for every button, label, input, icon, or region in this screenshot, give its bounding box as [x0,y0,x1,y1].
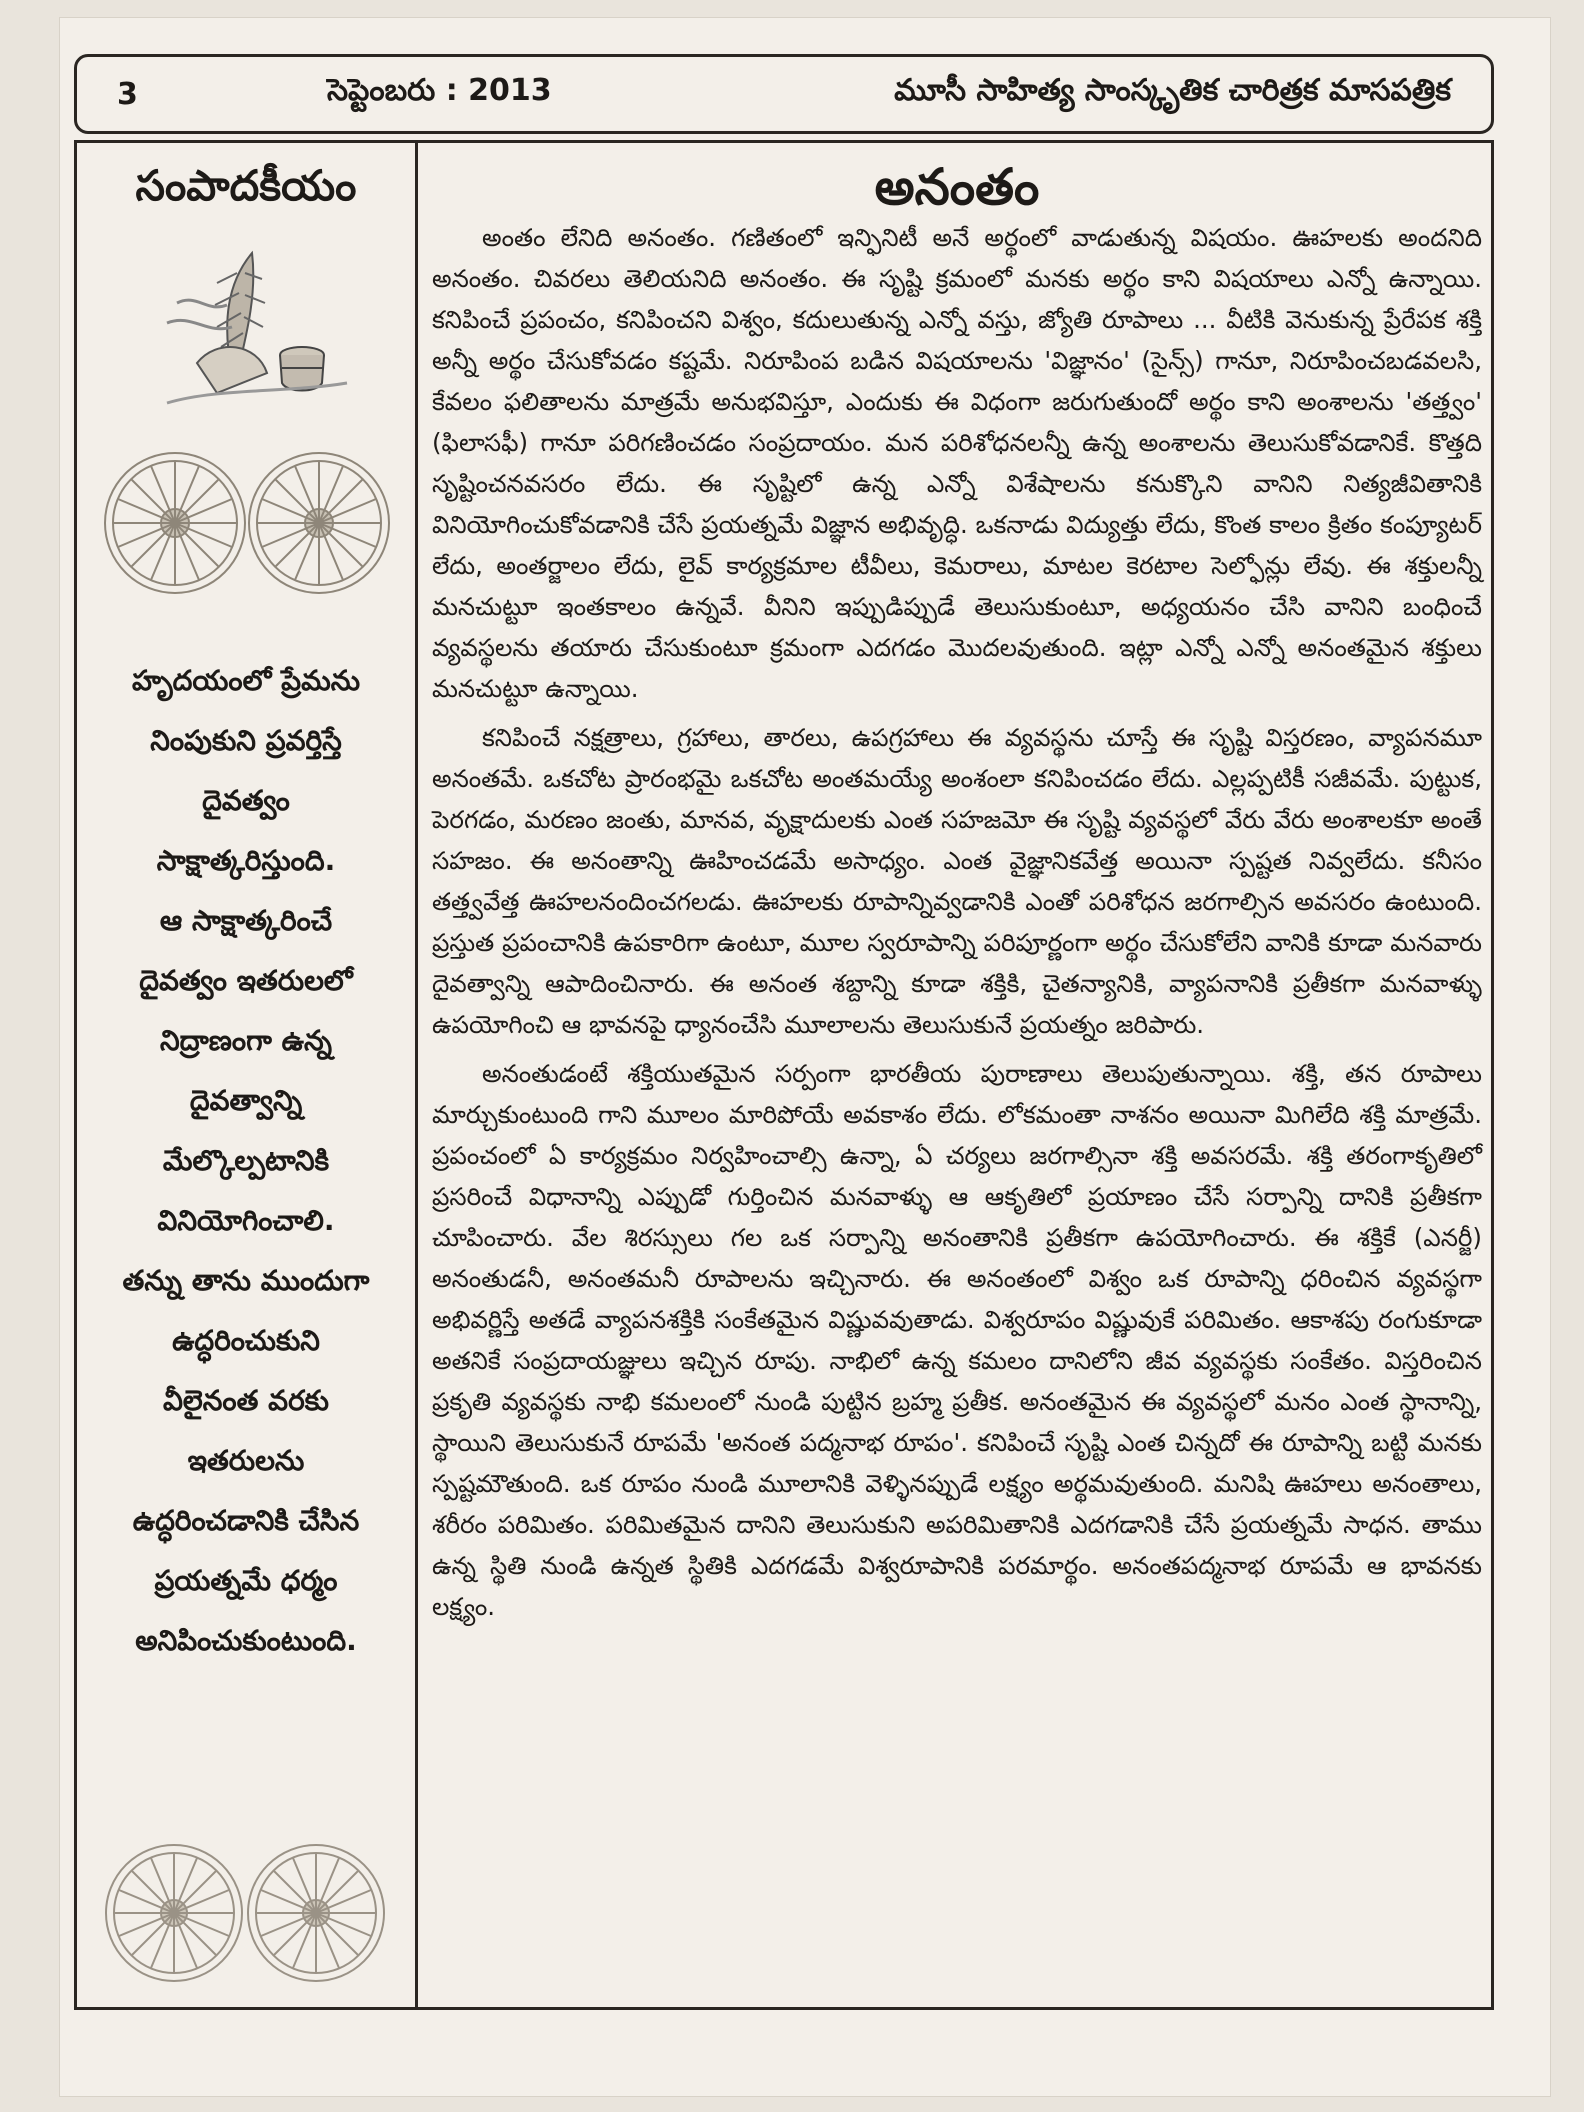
column-divider [415,143,418,2007]
issue-date: సెప్టెంబరు : 2013 [327,73,552,108]
verse-line: దైవత్వాన్ని [189,1084,303,1117]
editorial-verse [87,651,405,1671]
sidebar-title: సంపాదకీయం [135,161,357,210]
article-title: అనంతం [874,158,1040,216]
verse-line: ఉద్ధరించడానికి చేసిన [132,1504,360,1537]
verse-line: మేల్కొల్పటానికి [162,1144,330,1177]
chakra-wheels-icon [97,443,397,603]
editorial-sidebar [77,143,415,2007]
article-paragraph: అంతం లేనిది అనంతం. గణితంలో ఇన్ఫినిటీ అనే అర్థంలో వాడుతున్న విషయం. ఊహలకు అందనిది అనంతం. చివరలు తెలియనిది అనంతం. ఈ సృష్టి క్రమంలో మనకు అర్థం కాని విషయాలు ఎన్నో ఉన్నాయి. కనిపించే ప్రపంచం, కనిపించని విశ్వం, కదులుతున్న ఎన్నో వస్తు, జ్యోతి రూపాలు ... వీటికి వెనుకున్న ప్రేరేపక శక్తి అన్నీ అర్థం చేసుకోవడం కష్టమే. నిరూపింప బడిన విషయాలను 'విజ్ఞానం' (సైన్స్) గానూ, నిరూపించబడవలసి, కేవలం ఫలితాలను మాత్రమే అనుభవిస్తూ, ఎందుకు ఈ విధంగా జరుగుతుందో అర్థం కాని అంశాలను 'తత్త్వం' (ఫిలాసఫీ) గానూ పరిగణించడం సంప్రదాయం. మన పరిశోధనలన్నీ ఉన్న అంశాలను తెలుసుకోవడానికే. కొత్తది సృష్టించనవసరం లేదు. ఈ సృష్టిలో ఉన్న ఎన్నో విశేషాలను కనుక్కొని వానిని నిత్యజీవితానికి వినియోగించుకోవడానికి చేసే ప్రయత్నమే విజ్ఞాన అభివృద్ధి. ఒకనాడు విద్యుత్తు లేదు, కొంత కాలం క్రితం కంప్యూటర్ లేదు, అంతర్జాలం లేదు, లైవ్ కార్యక్రమాల టీవీలు, కెమరాలు, మాటల కెరటాల సెల్ఫోన్లు లేవు. ఈ శక్తులన్నీ మనచుట్టూ ఇంతకాలం ఉన్నవే. వీనిని ఇప్పుడిప్పుడే తెలుసుకుంటూ, అధ్యయనం చేసి వానిని బంధించే వ్యవస్థలను తయారు చేసుకుంటూ క్రమంగా ఎదగడం మొదలవుతుంది. ఇట్లా ఎన్నో ఎన్నో అనంతమైన శక్తులు మనచుట్టూ ఉన్నాయి. [432,223,1482,703]
chakra-wheels-icon [102,1833,392,1993]
verse-line: వినియోగించాలి. [157,1204,335,1237]
verse-line: దైవత్వం [202,784,290,817]
verse-line: వీలైనంత వరకు [163,1384,329,1417]
content-frame [74,140,1494,2010]
page-header [74,54,1494,134]
verse-line: అనిపించుకుంటుంది. [135,1624,357,1657]
verse-line: హృదయంలో ప్రేమను [131,664,361,697]
verse-line: దైవత్వం ఇతరులలో [139,964,353,997]
article-column [432,143,1482,2007]
article-paragraph: కనిపించే నక్షత్రాలు, గ్రహాలు, తారలు, ఉపగ్రహాలు ఈ వ్యవస్థను చూస్తే ఈ సృష్టి విస్తరణం, వ్యాపనమూ అనంతమే. ఒకచోట ప్రారంభమై ఒకచోట అంతమయ్యే అంశంలా కనిపించడం లేదు. ఎల్లప్పటికీ సజీవమే. పుట్టుక, పెరగడం, మరణం జంతు, మానవ, వృక్షాదులకు ఎంత సహజమో ఈ సృష్టి వ్యవస్థలో వేరు వేరు అంశాలకూ అంతే సహజం. ఈ అనంతాన్ని ఊహించడమే అసాధ్యం. ఎంత వైజ్ఞానికవేత్త అయినా స్పష్టత నివ్వలేదు. కనీసం తత్త్వవేత్త ఊహలనందించగలడు. ఊహలకు రూపాన్నివ్వడానికి ఎంతో పరిశోధన జరగాల్సిన అవసరం ఉంటుంది. ప్రస్తుత ప్రపంచానికి ఉపకారిగా ఉంటూ, మూల స్వరూపాన్ని పరిపూర్ణంగా అర్థం చేసుకోలేని వానికి కూడా మనవారు దైవత్వాన్ని ఆపాదించినారు. ఈ అనంత శబ్దాన్ని కూడా శక్తికి, చైతన్యానికి, వ్యాపనానికి ప్రతీకగా మనవాళ్ళు ఉపయోగించి ఆ భావనపై ధ్యానంచేసి మూలాలను తెలుసుకునే ప్రయత్నం జరిపారు. [432,723,1482,1039]
magazine-name: మూసీ సాహిత్య సాంస్కృతిక చారిత్రక మాసపత్రిక [894,73,1451,108]
verse-line: ఇతరులను [187,1444,305,1477]
verse-line: ఆ సాక్షాత్కరించే [159,904,333,937]
quill-inkpot-icon [137,243,357,423]
verse-line: నింపుకుని ప్రవర్తిస్తే [150,724,342,757]
verse-line: నిద్రాణంగా ఉన్న [160,1024,332,1057]
verse-line: తన్ను తాను ముందుగా [122,1264,370,1297]
verse-line: ఉద్ధరించుకుని [172,1324,320,1357]
page-number: 3 [117,76,138,112]
verse-line: సాక్షాత్కరిస్తుంది. [156,844,336,877]
verse-line: ప్రయత్నమే ధర్మం [154,1564,338,1597]
article-paragraph: అనంతుడంటే శక్తియుతమైన సర్పంగా భారతీయ పురాణాలు తెలుపుతున్నాయి. శక్తి, తన రూపాలు మార్చుకుంటుంది గాని మూలం మారిపోయే అవకాశం లేదు. లోకమంతా నాశనం అయినా మిగిలేది శక్తి మాత్రమే. ప్రపంచంలో ఏ కార్యక్రమం నిర్వహించాల్సి ఉన్నా, ఏ చర్యలు జరగాల్సినా శక్తి అవసరమే. శక్తి తరంగాకృతిలో ప్రసరించే విధానాన్ని ఎప్పుడో గుర్తించిన మనవాళ్ళు ఆ ఆకృతిలో ప్రయాణం చేసే సర్పాన్ని దానికి ప్రతీకగా చూపించారు. వేల శిరస్సులు గల ఒక సర్పాన్ని అనంతానికి ప్రతీకగా ఉపయోగించారు. ఈ శక్తికే (ఎనర్జీ) అనంతుడనీ, అనంతమనీ రూపాలను ఇచ్చినారు. ఈ అనంతంలో విశ్వం ఒక రూపాన్ని ధరించిన వ్యవస్థగా అభివర్ణిస్తే అతడే వ్యాపనశక్తికి సంకేతమైన విష్ణువవుతాడు. విశ్వరూపం విష్ణువుకే పరిమితం. ఆకాశపు రంగుకూడా అతనికే సంప్రదాయజ్ఞులు ఇచ్చిన రూపు. నాభిలో ఉన్న కమలం దానిలోని జీవ వ్యవస్థకు సంకేతం. విస్తరించిన ప్రకృతి వ్యవస్థకు నాభి కమలంలో నుండి పుట్టిన బ్రహ్మ ప్రతీక. అనంతమైన ఈ వ్యవస్థలో మనం ఎంత స్థానాన్ని, స్థాయిని తెలుసుకునే రూపమే 'అనంత పద్మనాభ రూపం'. కనిపించే సృష్టి ఎంత చిన్నదో ఈ రూపాన్ని బట్టి మనకు స్పష్టమౌతుంది. ఒక రూపం నుండి మూలానికి వెళ్ళినప్పుడే లక్ష్యం అర్థమవుతుంది. మనిషి ఊహలు అనంతాలు, శరీరం పరిమితం. పరిమితమైన దానిని తెలుసుకుని అపరిమితానికి ఎదగడానికి చేసే ప్రయత్నమే సాధన. తాము ఉన్న స్థితి నుండి ఉన్నత స్థితికి ఎదగడమే విశ్వరూపానికి పరమార్థం. అనంతపద్మనాభ రూపమే ఆ భావనకు లక్ష్యం. [432,1059,1482,1621]
